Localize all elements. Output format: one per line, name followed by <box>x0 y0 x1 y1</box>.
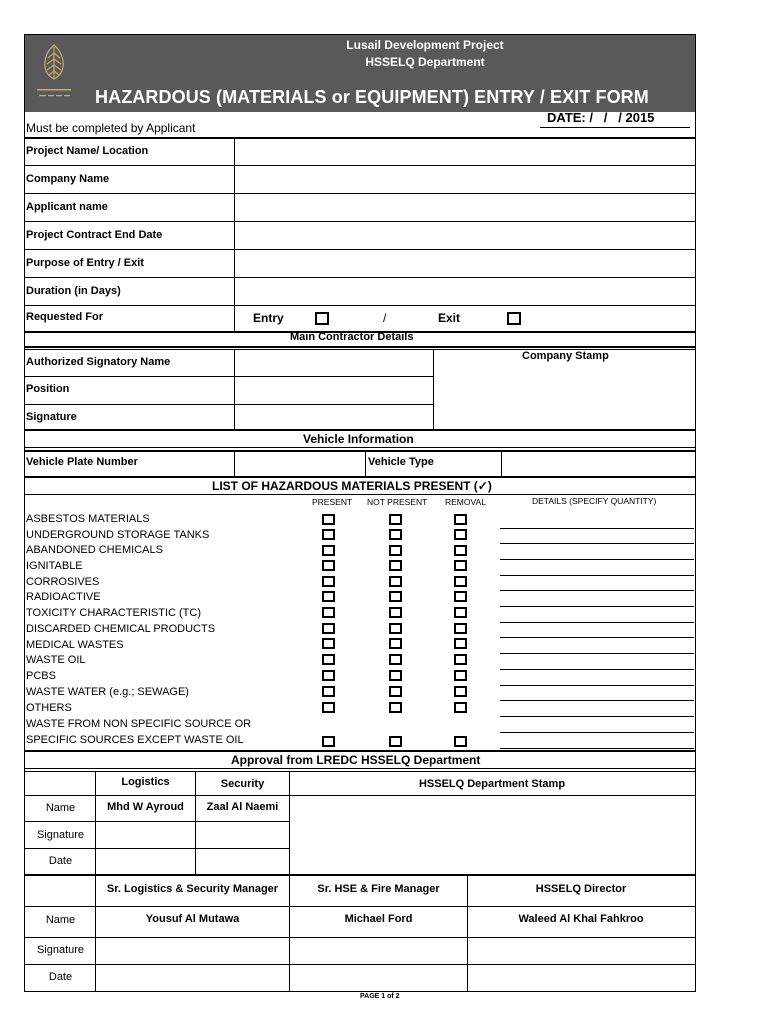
hazard-removal-checkbox[interactable] <box>454 591 467 602</box>
col-line <box>365 451 366 476</box>
row-line <box>25 906 695 907</box>
hazard-removal-checkbox[interactable] <box>454 576 467 587</box>
hazard-item-nonspecific-1: WASTE FROM NON SPECIFIC SOURCE OR <box>26 718 252 730</box>
hazard-present-checkbox[interactable] <box>322 607 335 618</box>
hazard-item-waste-water: WASTE WATER (e.g.; SEWAGE) <box>26 686 189 698</box>
col-line <box>234 451 235 476</box>
hazard-removal-checkbox[interactable] <box>454 736 467 747</box>
hazard-item-nonspecific-2: SPECIFIC SOURCES EXCEPT WASTE OIL <box>26 734 244 746</box>
details-input-line[interactable] <box>500 528 694 529</box>
row-line <box>25 771 695 772</box>
hazard-present-checkbox[interactable] <box>322 654 335 665</box>
hazard-present-checkbox[interactable] <box>322 736 335 747</box>
row-line <box>25 494 695 495</box>
entry-label: Entry <box>253 311 284 325</box>
hazard-present-checkbox[interactable] <box>322 623 335 634</box>
row-line <box>25 768 695 769</box>
hazard-present-checkbox[interactable] <box>322 576 335 587</box>
details-input-line[interactable] <box>500 575 694 576</box>
vehicle-type-label: Vehicle Type <box>368 456 434 468</box>
hazard-removal-checkbox[interactable] <box>454 529 467 540</box>
hazard-not-present-checkbox[interactable] <box>389 736 402 747</box>
plate-input[interactable] <box>236 452 364 475</box>
hazard-present-checkbox[interactable] <box>322 560 335 571</box>
row-line <box>25 404 433 405</box>
department-title: HSSELQ Department <box>365 55 485 69</box>
date-row-label: Date <box>48 855 73 867</box>
hazard-item-medical: MEDICAL WASTES <box>26 639 124 651</box>
project-title: Lusail Development Project <box>346 38 504 52</box>
hazard-not-present-checkbox[interactable] <box>389 529 402 540</box>
mgr-date-label: Date <box>48 971 73 983</box>
col-details-header: DETAILS (SPECIFY QUANTITY) <box>532 496 657 506</box>
form-title: HAZARDOUS (MATERIALS or EQUIPMENT) ENTRY / EXIT FORM <box>95 87 649 107</box>
details-input-line[interactable] <box>500 606 694 607</box>
signature-label: Signature <box>26 411 77 423</box>
col-line <box>501 451 502 476</box>
hazard-not-present-checkbox[interactable] <box>389 607 402 618</box>
col-removal-header: REMOVAL <box>445 497 486 507</box>
mgr1-title: Sr. Logistics & Security Manager <box>106 883 279 895</box>
hazard-item-others: OTHERS <box>26 702 72 714</box>
position-input[interactable] <box>236 378 432 403</box>
vehicle-type-input[interactable] <box>503 452 693 475</box>
row-line <box>25 429 695 431</box>
contract-end-label: Project Contract End Date <box>26 229 163 241</box>
hazard-present-checkbox[interactable] <box>322 686 335 697</box>
security-name: Zaal Al Naemi <box>206 801 279 813</box>
project-input[interactable] <box>236 138 694 164</box>
signatory-input[interactable] <box>236 351 432 375</box>
security-date-input[interactable] <box>196 849 288 873</box>
plate-label: Vehicle Plate Number <box>26 456 138 468</box>
hazard-removal-checkbox[interactable] <box>454 654 467 665</box>
company-stamp-label: Company Stamp <box>522 350 609 362</box>
hazard-item-toxicity: TOXICITY CHARACTERISTIC (TC) <box>26 607 201 619</box>
details-input-line[interactable] <box>500 622 694 623</box>
hazard-present-checkbox[interactable] <box>322 670 335 681</box>
contract-end-input[interactable] <box>236 222 694 248</box>
row-line <box>25 346 695 348</box>
hazard-item-ignitable: IGNITABLE <box>26 560 83 572</box>
hazard-removal-checkbox[interactable] <box>454 638 467 649</box>
project-label: Project Name/ Location <box>26 145 149 157</box>
page-footer: PAGE 1 of 2 <box>360 993 400 1000</box>
entry-checkbox[interactable] <box>315 312 329 325</box>
mgr2-date-input[interactable] <box>290 965 466 990</box>
hazard-item-storage-tanks: UNDERGROUND STORAGE TANKS <box>26 529 210 541</box>
details-input-line[interactable] <box>500 590 694 591</box>
hazard-not-present-checkbox[interactable] <box>389 623 402 634</box>
details-input-line[interactable] <box>500 669 694 670</box>
date-field[interactable]: DATE: / / / 2015 <box>547 110 655 125</box>
hazard-item-discarded: DISCARDED CHEMICAL PRODUCTS <box>26 623 216 635</box>
company-input[interactable] <box>236 166 694 192</box>
security-signature-input[interactable] <box>196 822 288 847</box>
details-input-line[interactable] <box>500 685 694 686</box>
mgr1-name: Yousuf Al Mutawa <box>145 913 240 925</box>
hazard-present-checkbox[interactable] <box>322 591 335 602</box>
logistics-date-input[interactable] <box>96 849 194 873</box>
hazard-not-present-checkbox[interactable] <box>389 702 402 713</box>
mgr3-date-input[interactable] <box>468 965 693 990</box>
signature-row-label: Signature <box>36 829 85 841</box>
date-underline <box>540 127 690 128</box>
row-line <box>25 447 695 448</box>
hazard-present-checkbox[interactable] <box>322 514 335 525</box>
row-line <box>25 305 695 306</box>
hazard-removal-checkbox[interactable] <box>454 514 467 525</box>
hazard-not-present-checkbox[interactable] <box>389 514 402 525</box>
contractor-section-title: Main Contractor Details <box>290 331 414 342</box>
hazard-removal-checkbox[interactable] <box>454 607 467 618</box>
hazard-not-present-checkbox[interactable] <box>389 576 402 587</box>
exit-label: Exit <box>438 311 461 325</box>
hazard-present-checkbox[interactable] <box>322 545 335 556</box>
company-label: Company Name <box>26 173 110 185</box>
hazard-not-present-checkbox[interactable] <box>389 638 402 649</box>
approval-section-title: Approval from LREDC HSSELQ Department <box>231 753 481 767</box>
purpose-input[interactable] <box>236 250 694 276</box>
hsselq-stamp-label: HSSELQ Department Stamp <box>418 778 566 790</box>
separator-slash: / <box>383 311 387 325</box>
details-input-line[interactable] <box>500 653 694 654</box>
details-input-line[interactable] <box>500 543 694 544</box>
hazard-item-waste-oil: WASTE OIL <box>26 654 86 666</box>
applicant-note: Must be completed by Applicant <box>26 121 196 135</box>
row-line <box>25 874 695 876</box>
lusail-logo-icon <box>33 41 75 103</box>
mgr-name-label: Name <box>45 914 76 926</box>
mgr2-title: Sr. HSE & Fire Manager <box>317 883 440 895</box>
details-input-line[interactable] <box>500 748 694 749</box>
col-line <box>234 138 235 331</box>
duration-input[interactable] <box>236 278 694 304</box>
logistics-name: Mhd W Ayroud <box>107 801 184 813</box>
mgr1-date-input[interactable] <box>96 965 288 990</box>
hazard-item-chemicals: ABANDONED CHEMICALS <box>26 544 163 556</box>
hazard-present-checkbox[interactable] <box>322 529 335 540</box>
hazard-removal-checkbox[interactable] <box>454 686 467 697</box>
hazard-removal-checkbox[interactable] <box>454 702 467 713</box>
logistics-header: Logistics <box>121 776 170 788</box>
mgr2-signature-input[interactable] <box>290 938 466 963</box>
hazard-item-radioactive: RADIOACTIVE <box>26 591 101 603</box>
hazard-not-present-checkbox[interactable] <box>389 654 402 665</box>
exit-checkbox[interactable] <box>507 312 521 325</box>
hazard-not-present-checkbox[interactable] <box>389 591 402 602</box>
col-line <box>234 350 235 429</box>
row-line <box>25 795 695 796</box>
hazard-section-title: LIST OF HAZARDOUS MATERIALS PRESENT (✓) <box>212 479 492 493</box>
hazard-present-checkbox[interactable] <box>322 638 335 649</box>
hazard-item-corrosives: CORROSIVES <box>26 576 100 588</box>
hazard-not-present-checkbox[interactable] <box>389 560 402 571</box>
mgr1-signature-input[interactable] <box>96 938 288 963</box>
applicant-label: Applicant name <box>26 201 108 213</box>
hazard-present-checkbox[interactable] <box>322 702 335 713</box>
signatory-label: Authorized Signatory Name <box>26 356 171 368</box>
hazard-item-pcbs: PCBS <box>26 670 56 682</box>
logistics-signature-input[interactable] <box>96 822 194 847</box>
form-header <box>25 35 695 112</box>
col-line <box>433 350 434 429</box>
hazard-not-present-checkbox[interactable] <box>389 686 402 697</box>
row-line <box>25 750 695 752</box>
hazard-not-present-checkbox[interactable] <box>389 545 402 556</box>
col-present-header: PRESENT <box>312 497 353 507</box>
hazard-removal-checkbox[interactable] <box>454 623 467 634</box>
vehicle-section-title: Vehicle Information <box>303 432 414 446</box>
duration-label: Duration (in Days) <box>26 285 121 297</box>
mgr-signature-label: Signature <box>36 944 85 956</box>
security-header: Security <box>220 778 265 790</box>
hazard-removal-checkbox[interactable] <box>454 670 467 681</box>
details-input-line[interactable] <box>500 559 694 560</box>
hazard-removal-checkbox[interactable] <box>454 545 467 556</box>
row-line <box>25 376 433 377</box>
hazard-removal-checkbox[interactable] <box>454 560 467 571</box>
row-line <box>25 476 695 478</box>
details-input-line[interactable] <box>500 700 694 701</box>
signature-input[interactable] <box>236 406 432 428</box>
mgr2-name: Michael Ford <box>344 913 413 925</box>
mgr3-title: HSSELQ Director <box>535 883 627 895</box>
purpose-label: Purpose of Entry / Exit <box>26 257 144 269</box>
details-input-line[interactable] <box>500 716 694 717</box>
details-input-line[interactable] <box>500 637 694 638</box>
applicant-input[interactable] <box>236 194 694 220</box>
name-row-label: Name <box>45 802 76 814</box>
col-not-present-header: NOT PRESENT <box>367 497 428 507</box>
details-input-line[interactable] <box>500 732 694 733</box>
mgr3-signature-input[interactable] <box>468 938 693 963</box>
position-label: Position <box>26 383 70 395</box>
mgr3-name: Waleed Al Khal Fahkroo <box>518 913 644 925</box>
requested-for-label: Requested For <box>26 311 104 323</box>
hazard-not-present-checkbox[interactable] <box>389 670 402 681</box>
hazard-item-asbestos: ASBESTOS MATERIALS <box>26 513 150 525</box>
